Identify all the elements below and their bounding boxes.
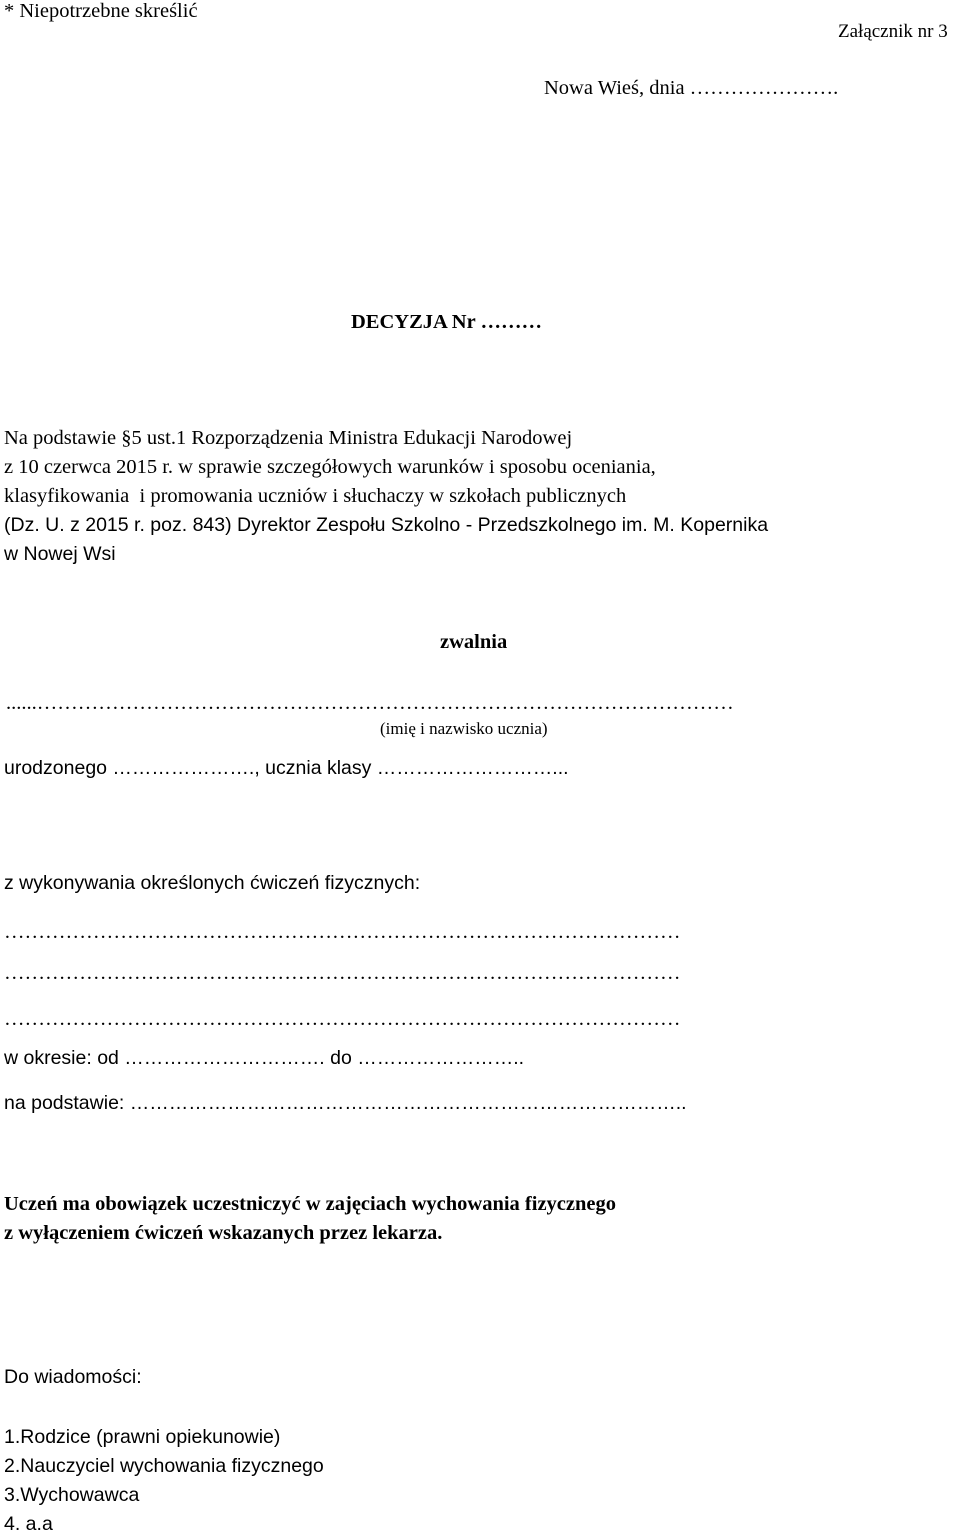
- exercises-dots-2: ………………………………………………………………………………………: [4, 962, 681, 984]
- obligation-line-1: Uczeń ma obowiązek uczestniczyć w zajęciach wychowania fizycznego: [4, 1193, 616, 1215]
- legal-basis-line-5: w Nowej Wsi: [4, 543, 116, 565]
- place-date: Nowa Wieś, dnia ………………….: [544, 77, 839, 99]
- period-line: w okresie: od …………………………. do ……………………..: [4, 1047, 525, 1069]
- decision-word: zwalnia: [440, 631, 508, 653]
- legal-basis-line-4: (Dz. U. z 2015 r. poz. 843) Dyrektor Zespołu Szkolno - Przedszkolnego im. M. Kopernika: [4, 514, 769, 536]
- obligation-line-2: z wyłączeniem ćwiczeń wskazanych przez lekarza.: [4, 1222, 443, 1244]
- legal-basis-line-2: z 10 czerwca 2015 r. w sprawie szczegółowych warunków i sposobu oceniania,: [4, 456, 656, 478]
- footnote: * Niepotrzebne skreślić: [4, 0, 198, 22]
- student-name-caption: (imię i nazwisko ucznia): [380, 719, 548, 738]
- annex-number: Załącznik nr 3: [838, 21, 948, 42]
- legal-basis-line-1: Na podstawie §5 ust.1 Rozporządzenia Ministra Edukacji Narodowej: [4, 427, 573, 449]
- born-class-line: urodzonego …………………., ucznia klasy ………………………...: [4, 757, 569, 779]
- student-name-field: ......…………………………………………………………………………………………: [6, 692, 734, 714]
- exercises-dots-3: ………………………………………………………………………………………: [4, 1008, 681, 1030]
- distribution-item-3: 3.Wychowawca: [4, 1484, 140, 1506]
- exercises-dots-1: ………………………………………………………………………………………: [4, 921, 681, 943]
- decision-title: DECYZJA Nr ………: [351, 311, 542, 333]
- distribution-label: Do wiadomości:: [4, 1366, 142, 1388]
- distribution-item-1: 1.Rodzice (prawni opiekunowie): [4, 1426, 281, 1448]
- exercises-label: z wykonywania określonych ćwiczeń fizycznych:: [4, 872, 421, 894]
- basis-line: na podstawie: …………………………………………………………………………..: [4, 1092, 687, 1114]
- distribution-item-2: 2.Nauczyciel wychowania fizycznego: [4, 1455, 324, 1477]
- distribution-item-4: 4. a.a: [4, 1513, 53, 1535]
- legal-basis-line-3: klasyfikowania i promowania uczniów i słuchaczy w szkołach publicznych: [4, 485, 627, 507]
